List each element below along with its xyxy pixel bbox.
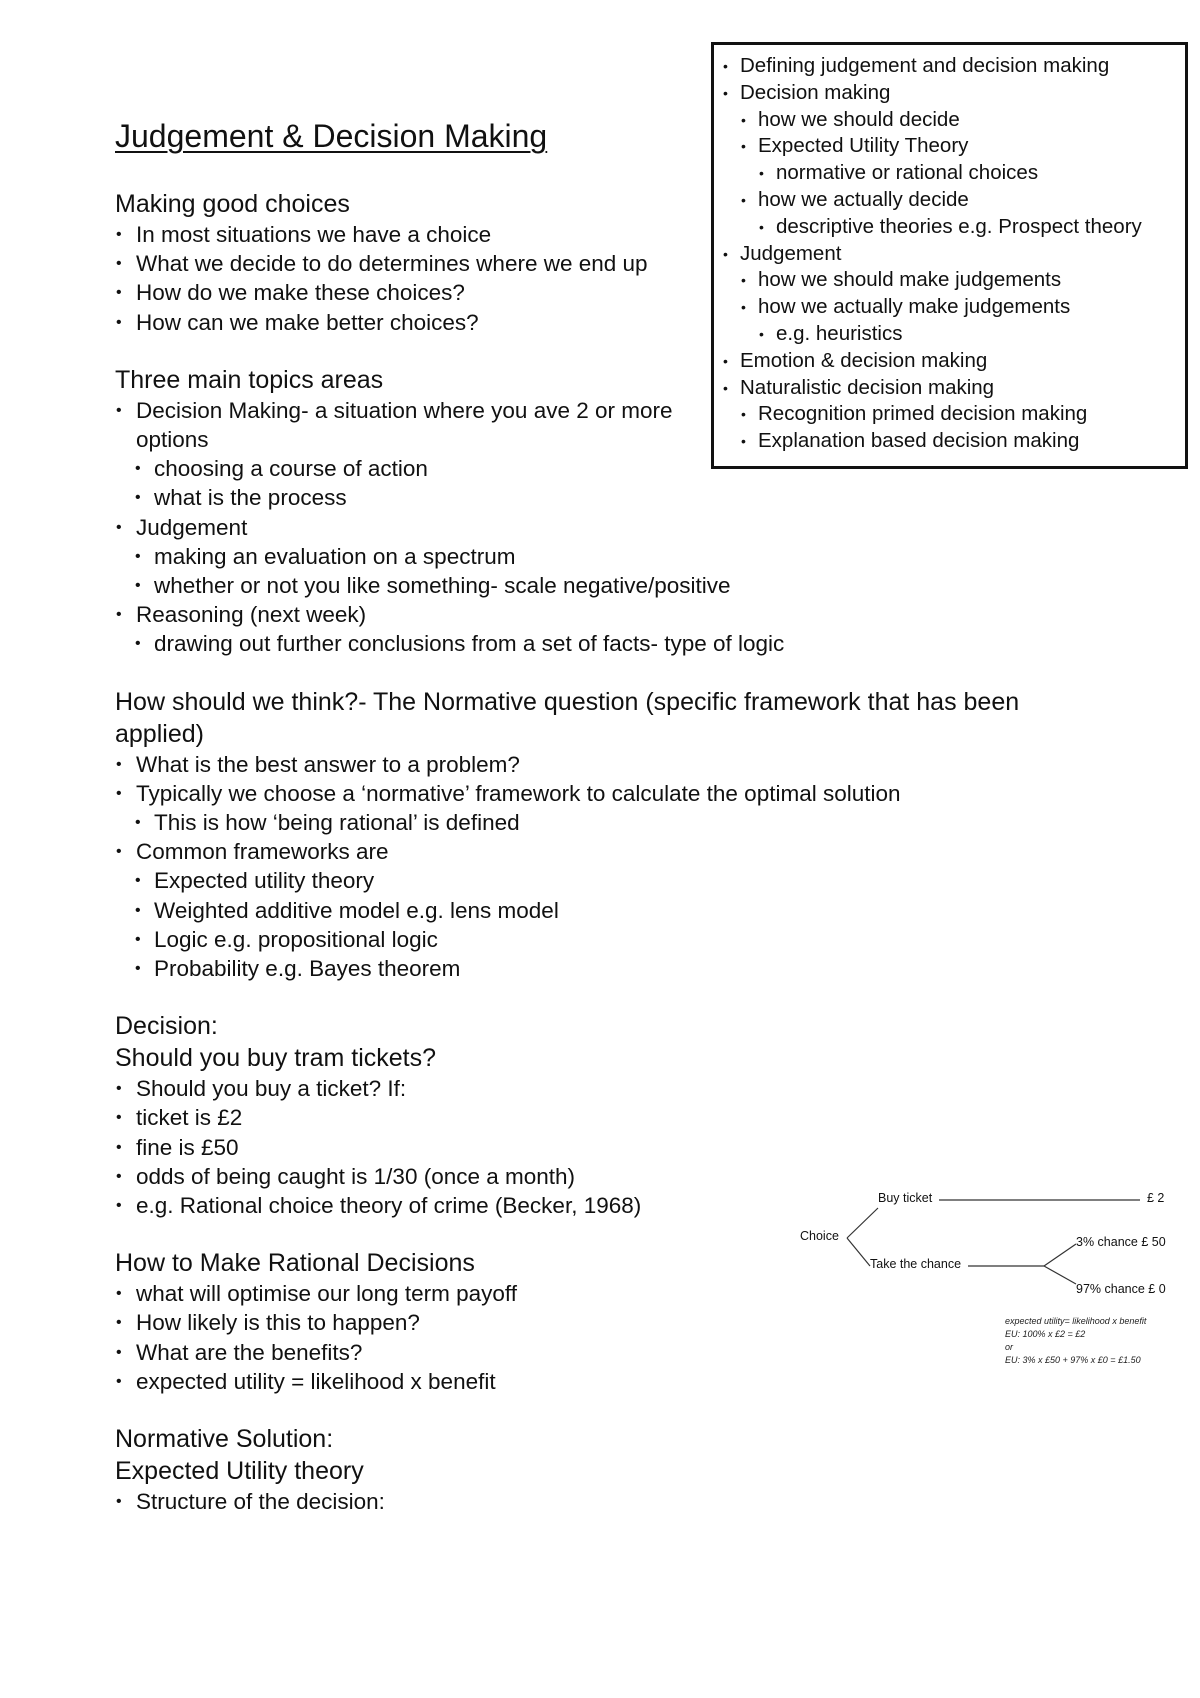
bullet-item: • In most situations we have a choice <box>115 220 696 249</box>
bullet-item: • Judgement <box>115 513 696 542</box>
bullet-item: • This is how ‘being rational’ is defined <box>115 808 1095 837</box>
bullet-item: • What is the best answer to a problem? <box>115 750 1095 779</box>
bullet-item: • what will optimise our long term payoff <box>115 1279 1095 1308</box>
outline-item: • normative or rational choices <box>714 160 1185 187</box>
bullet-list <box>115 750 1095 984</box>
outline-item: • Recognition primed decision making <box>714 401 1185 428</box>
outline-item: • Emotion & decision making <box>714 348 1185 375</box>
section-gap <box>115 983 1095 1010</box>
branch-buy-line <box>847 1208 878 1238</box>
bullet-item: • what is the process <box>115 483 1095 512</box>
outline-item: • Naturalistic decision making <box>714 375 1185 402</box>
section-heading: Normative Solution: <box>115 1425 334 1454</box>
tree-note-2: EU: 100% x £2 = £2 <box>1005 1329 1086 1339</box>
section-heading: Making good choices <box>115 190 350 218</box>
node-buy-outcome: £ 2 <box>1147 1191 1165 1205</box>
bullet-item: • Decision Making- a situation where you ave 2 or more options <box>115 396 696 454</box>
bullet-item: • Weighted additive model e.g. lens model <box>115 896 1095 925</box>
outline-item: • e.g. heuristics <box>714 321 1185 348</box>
bullet-list <box>115 1487 1095 1516</box>
section-heading: Expected Utility theory <box>115 1457 364 1486</box>
notes-section <box>115 1423 1095 1516</box>
section-gap <box>115 337 1095 364</box>
outline-item: • how we actually decide <box>714 187 1185 214</box>
bullet-list <box>115 396 1095 659</box>
outline-item: • how we should decide <box>714 107 1185 134</box>
outline-item: • how we should make judgements <box>714 267 1185 294</box>
bullet-item: • How can we make better choices? <box>115 308 696 337</box>
bullet-item: • Typically we choose a ‘normative’ framework to calculate the optimal solution <box>115 779 1095 808</box>
outline-item: • Decision making <box>714 80 1185 107</box>
decision-tree-lines <box>800 1186 1190 1416</box>
bullet-item: • expected utility = likelihood x benefit <box>115 1367 1095 1396</box>
bullet-item: • How do we make these choices? <box>115 278 696 307</box>
bullet-item: • fine is £50 <box>115 1133 1095 1162</box>
bullet-item: • making an evaluation on a spectrum <box>115 542 1095 571</box>
bullet-item: • Expected utility theory <box>115 866 1095 895</box>
decision-tree <box>800 1186 1190 1416</box>
tree-note-3: or <box>1005 1342 1014 1352</box>
bullet-item: • What are the benefits? <box>115 1338 1095 1367</box>
outline-item: • how we actually make judgements <box>714 294 1185 321</box>
outline-item: • descriptive theories e.g. Prospect theory <box>714 214 1185 241</box>
section-heading: Should you buy tram tickets? <box>115 1044 436 1073</box>
notes-section <box>115 188 1095 337</box>
bullet-item: • odds of being caught is 1/30 (once a month) <box>115 1162 1095 1191</box>
outline-item: • Expected Utility Theory <box>714 133 1185 160</box>
branch-take-line <box>847 1238 870 1266</box>
section-heading: How to Make Rational Decisions <box>115 1249 475 1278</box>
node-caught: 3% chance £ 50 <box>1076 1235 1166 1249</box>
bullet-item: • ticket is £2 <box>115 1103 1095 1132</box>
bullet-item: • Should you buy a ticket? If: <box>115 1074 1095 1103</box>
tree-note-1: expected utility= likelihood x benefit <box>1005 1316 1147 1326</box>
outline-item: • Judgement <box>714 241 1185 268</box>
node-take-chance: Take the chance <box>870 1257 962 1271</box>
bullet-item: • e.g. Rational choice theory of crime (Becker, 1968) <box>115 1191 1095 1220</box>
section-heading: Decision: <box>115 1012 218 1041</box>
section-heading: How should we think?- The Normative question (specific framework that has been applied) <box>115 687 1020 748</box>
bullet-item: • Probability e.g. Bayes theorem <box>115 954 1095 983</box>
outline-item: • Defining judgement and decision making <box>714 53 1185 80</box>
bullet-item: • Common frameworks are <box>115 837 1095 866</box>
node-choice: Choice <box>800 1229 839 1243</box>
bullet-item: • drawing out further conclusions from a set of facts- type of logic <box>115 629 1095 658</box>
bullet-item: • Logic e.g. propositional logic <box>115 925 1095 954</box>
branch-caught-line <box>1044 1244 1076 1266</box>
notes-section <box>115 686 1095 984</box>
bullet-list <box>115 220 1095 337</box>
node-not-caught: 97% chance £ 0 <box>1076 1282 1166 1296</box>
tree-note-4: EU: 3% x £50 + 97% x £0 = £1.50 <box>1005 1355 1141 1365</box>
bullet-item: • whether or not you like something- scale negative/positive <box>115 571 1095 600</box>
node-buy-ticket: Buy ticket <box>878 1191 933 1205</box>
bullet-item: • How likely is this to happen? <box>115 1308 1095 1337</box>
page-title: Judgement & Decision Making <box>115 118 548 154</box>
bullet-item: • Reasoning (next week) <box>115 600 696 629</box>
bullet-item: • Structure of the decision: <box>115 1487 1095 1516</box>
section-heading: Three main topics areas <box>115 365 384 394</box>
notes-section <box>115 364 1095 659</box>
bullet-item: • What we decide to do determines where we end up <box>115 249 696 278</box>
section-gap <box>115 659 1095 686</box>
bullet-item: • choosing a course of action <box>115 454 1095 483</box>
branch-not-caught-line <box>1044 1266 1076 1284</box>
outline-item: • Explanation based decision making <box>714 428 1185 455</box>
